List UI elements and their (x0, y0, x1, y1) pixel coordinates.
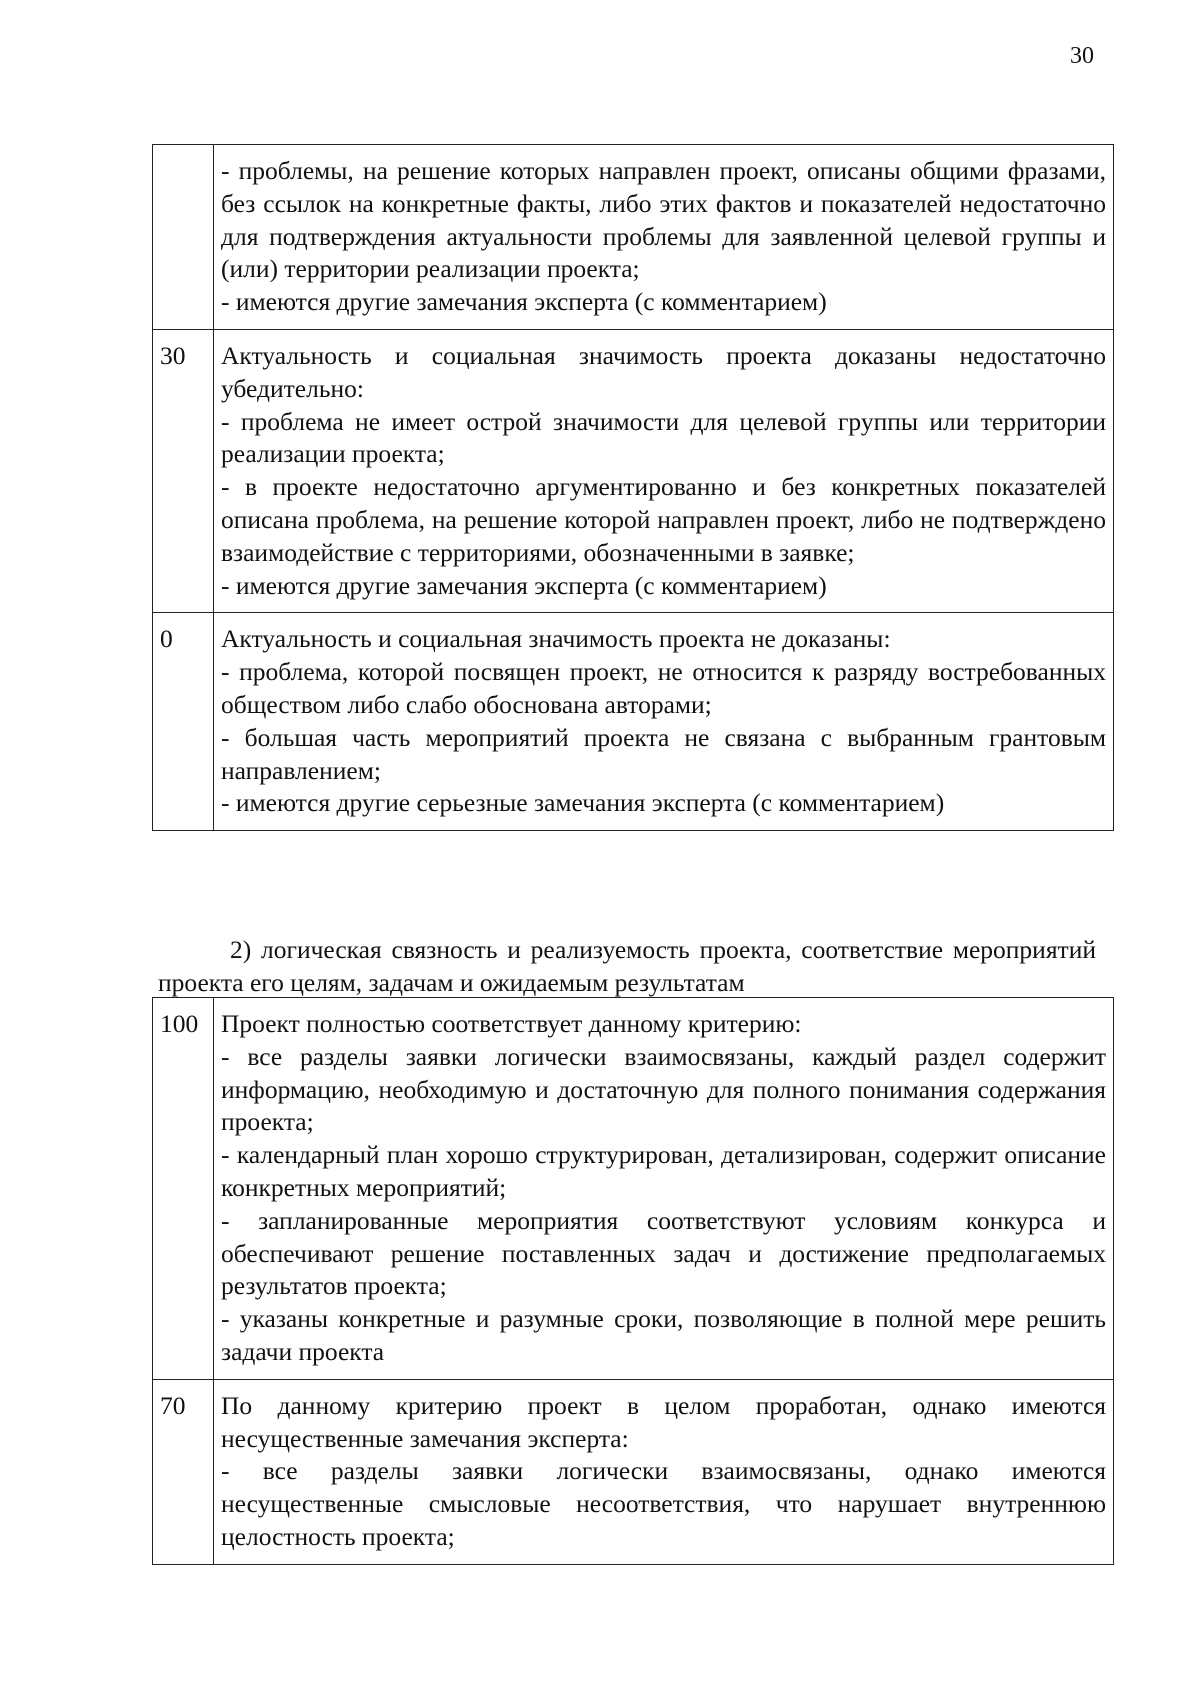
description-line: - все разделы заявки логически взаимосвязаны, каждый раздел содержит информацию, необходимую и достаточную для полного понимания содержания проекта; (221, 1041, 1106, 1137)
criteria-table-relevance (152, 144, 1114, 831)
score-cell (153, 145, 214, 330)
section-heading: 2) логическая связность и реализуемость проекта, соответствие мероприятий проекта его целям, задачам и ожидаемым результатам (158, 935, 1096, 997)
score-cell: 70 (153, 1379, 214, 1564)
description-line: Актуальность и социальная значимость проекта доказаны недостаточно убедительно: (221, 340, 1106, 403)
description-line: Актуальность и социальная значимость проекта не доказаны: (221, 624, 891, 654)
description-line: Проект полностью соответствует данному критерию: (221, 1009, 802, 1038)
description-line: - календарный план хорошо структурирован, детализирован, содержит описание конкретных мероприятий; (221, 1140, 1106, 1202)
description-line: - имеются другие замечания эксперта (с комментарием) (221, 570, 827, 600)
table-row (153, 1379, 1114, 1564)
description-line: - запланированные мероприятия соответствуют условиям конкурса и обеспечивают решение поставленных задач и достижение предполагаемых результатов проекта; (221, 1205, 1106, 1301)
table-row (153, 998, 1114, 1380)
description-line: - большая часть мероприятий проекта не связана с выбранным грантовым направлением; (221, 722, 1106, 785)
description-line: - указаны конкретные и разумные сроки, позволяющие в полной мере решить задачи проекта (221, 1304, 1106, 1366)
description-cell (214, 145, 1114, 330)
table-row (153, 329, 1114, 612)
score-cell: 100 (153, 998, 214, 1380)
description-line: - имеются другие замечания эксперта (с комментарием) (221, 287, 827, 317)
description-line: - все разделы заявки логически взаимосвязаны, однако имеются несущественные смысловые несоответствия, что нарушает внутреннюю целостность проекта; (221, 1456, 1106, 1551)
page-number: 30 (1070, 43, 1094, 69)
description-line: - имеются другие серьезные замечания эксперта (с комментарием) (221, 788, 945, 818)
description-line: - проблема, которой посвящен проект, не относится к разряду востребованных обществом либо слабо обоснована авторами; (221, 657, 1106, 719)
table-row (153, 613, 1114, 831)
description-cell (214, 613, 1114, 831)
description-cell (214, 998, 1114, 1380)
description-line: - в проекте недостаточно аргументированно и без конкретных показателей описана проблема, на решение которой направлен проект, либо не подтверждено взаимодействие с территориями, обозначенными в заявке; (221, 472, 1106, 567)
score-cell: 30 (153, 329, 214, 612)
description-line: - проблемы, на решение которых направлен проект, описаны общими фразами, без ссылок на конкретные факты, либо этих фактов и показателей недостаточно для подтверждения актуальности проблемы для заявленной целевой группы и (или) территории реализации проекта; (221, 156, 1106, 284)
score-cell: 0 (153, 613, 214, 831)
description-line: - проблема не имеет острой значимости для целевой группы или территории реализации проекта; (221, 406, 1106, 469)
description-line: По данному критерию проект в целом проработан, однако имеются несущественные замечания эксперта: (221, 1390, 1106, 1453)
description-cell (214, 1379, 1114, 1564)
table-row (153, 145, 1114, 330)
description-cell (214, 329, 1114, 612)
criteria-table-logic (152, 997, 1114, 1565)
